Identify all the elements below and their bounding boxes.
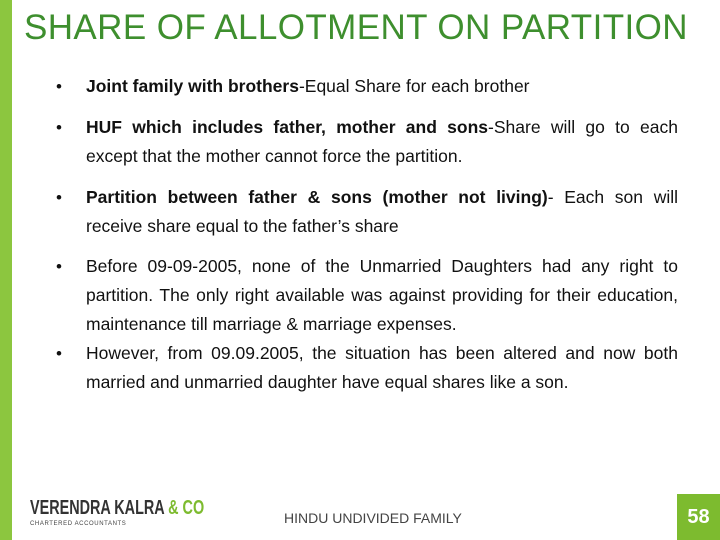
logo-wordmark [30, 497, 205, 520]
bullet-item [56, 72, 678, 101]
bullet-text: -Equal Share for each brother [298, 76, 530, 96]
footer-text: HINDU UNDIVIDED FAMILY [284, 510, 462, 526]
bullet-bold-text: Partition between father & sons (mother not living) [86, 187, 548, 207]
logo-name: VERENDRA KALRA [30, 497, 169, 519]
bullet-item [56, 339, 678, 397]
left-accent-bar [0, 0, 12, 540]
bullet-text: - Each son will receive share equal to the father’s share [86, 187, 679, 236]
bullet-bold-text: Joint family with brothers [86, 76, 299, 96]
bullet-dot-icon: • [56, 188, 62, 207]
logo-subtitle: CHARTERED ACCOUNTANTS [30, 521, 127, 527]
page-number: 58 [687, 505, 710, 528]
bullet-dot-icon: • [56, 77, 62, 96]
bullet-text: However, from 09.09.2005, the situation has been altered and now both married and unmarried daughter have equal shares like a son. [86, 343, 678, 392]
bullet-text: Before 09-09-2005, none of the Unmarried Daughters had any right to partition. The only right available was against providing for their education, maintenance till marriage & marriage expenses. [86, 256, 678, 334]
slide-title: SHARE OF ALLOTMENT ON PARTITION [24, 8, 688, 47]
bullet-item [56, 113, 678, 171]
company-logo [30, 497, 205, 537]
page-number-badge [677, 494, 720, 540]
bullet-list [56, 72, 678, 397]
logo-amp: & CO [168, 497, 205, 519]
bullet-dot-icon: • [56, 257, 62, 276]
bullet-item [56, 252, 678, 339]
bullet-bold-text: HUF which includes father, mother and sons [86, 117, 489, 137]
bullet-dot-icon: • [56, 344, 62, 363]
bullet-text: -Share will go to each except that the mother cannot force the partition. [86, 117, 678, 166]
bullet-dot-icon: • [56, 118, 62, 137]
bullet-item [56, 183, 678, 241]
